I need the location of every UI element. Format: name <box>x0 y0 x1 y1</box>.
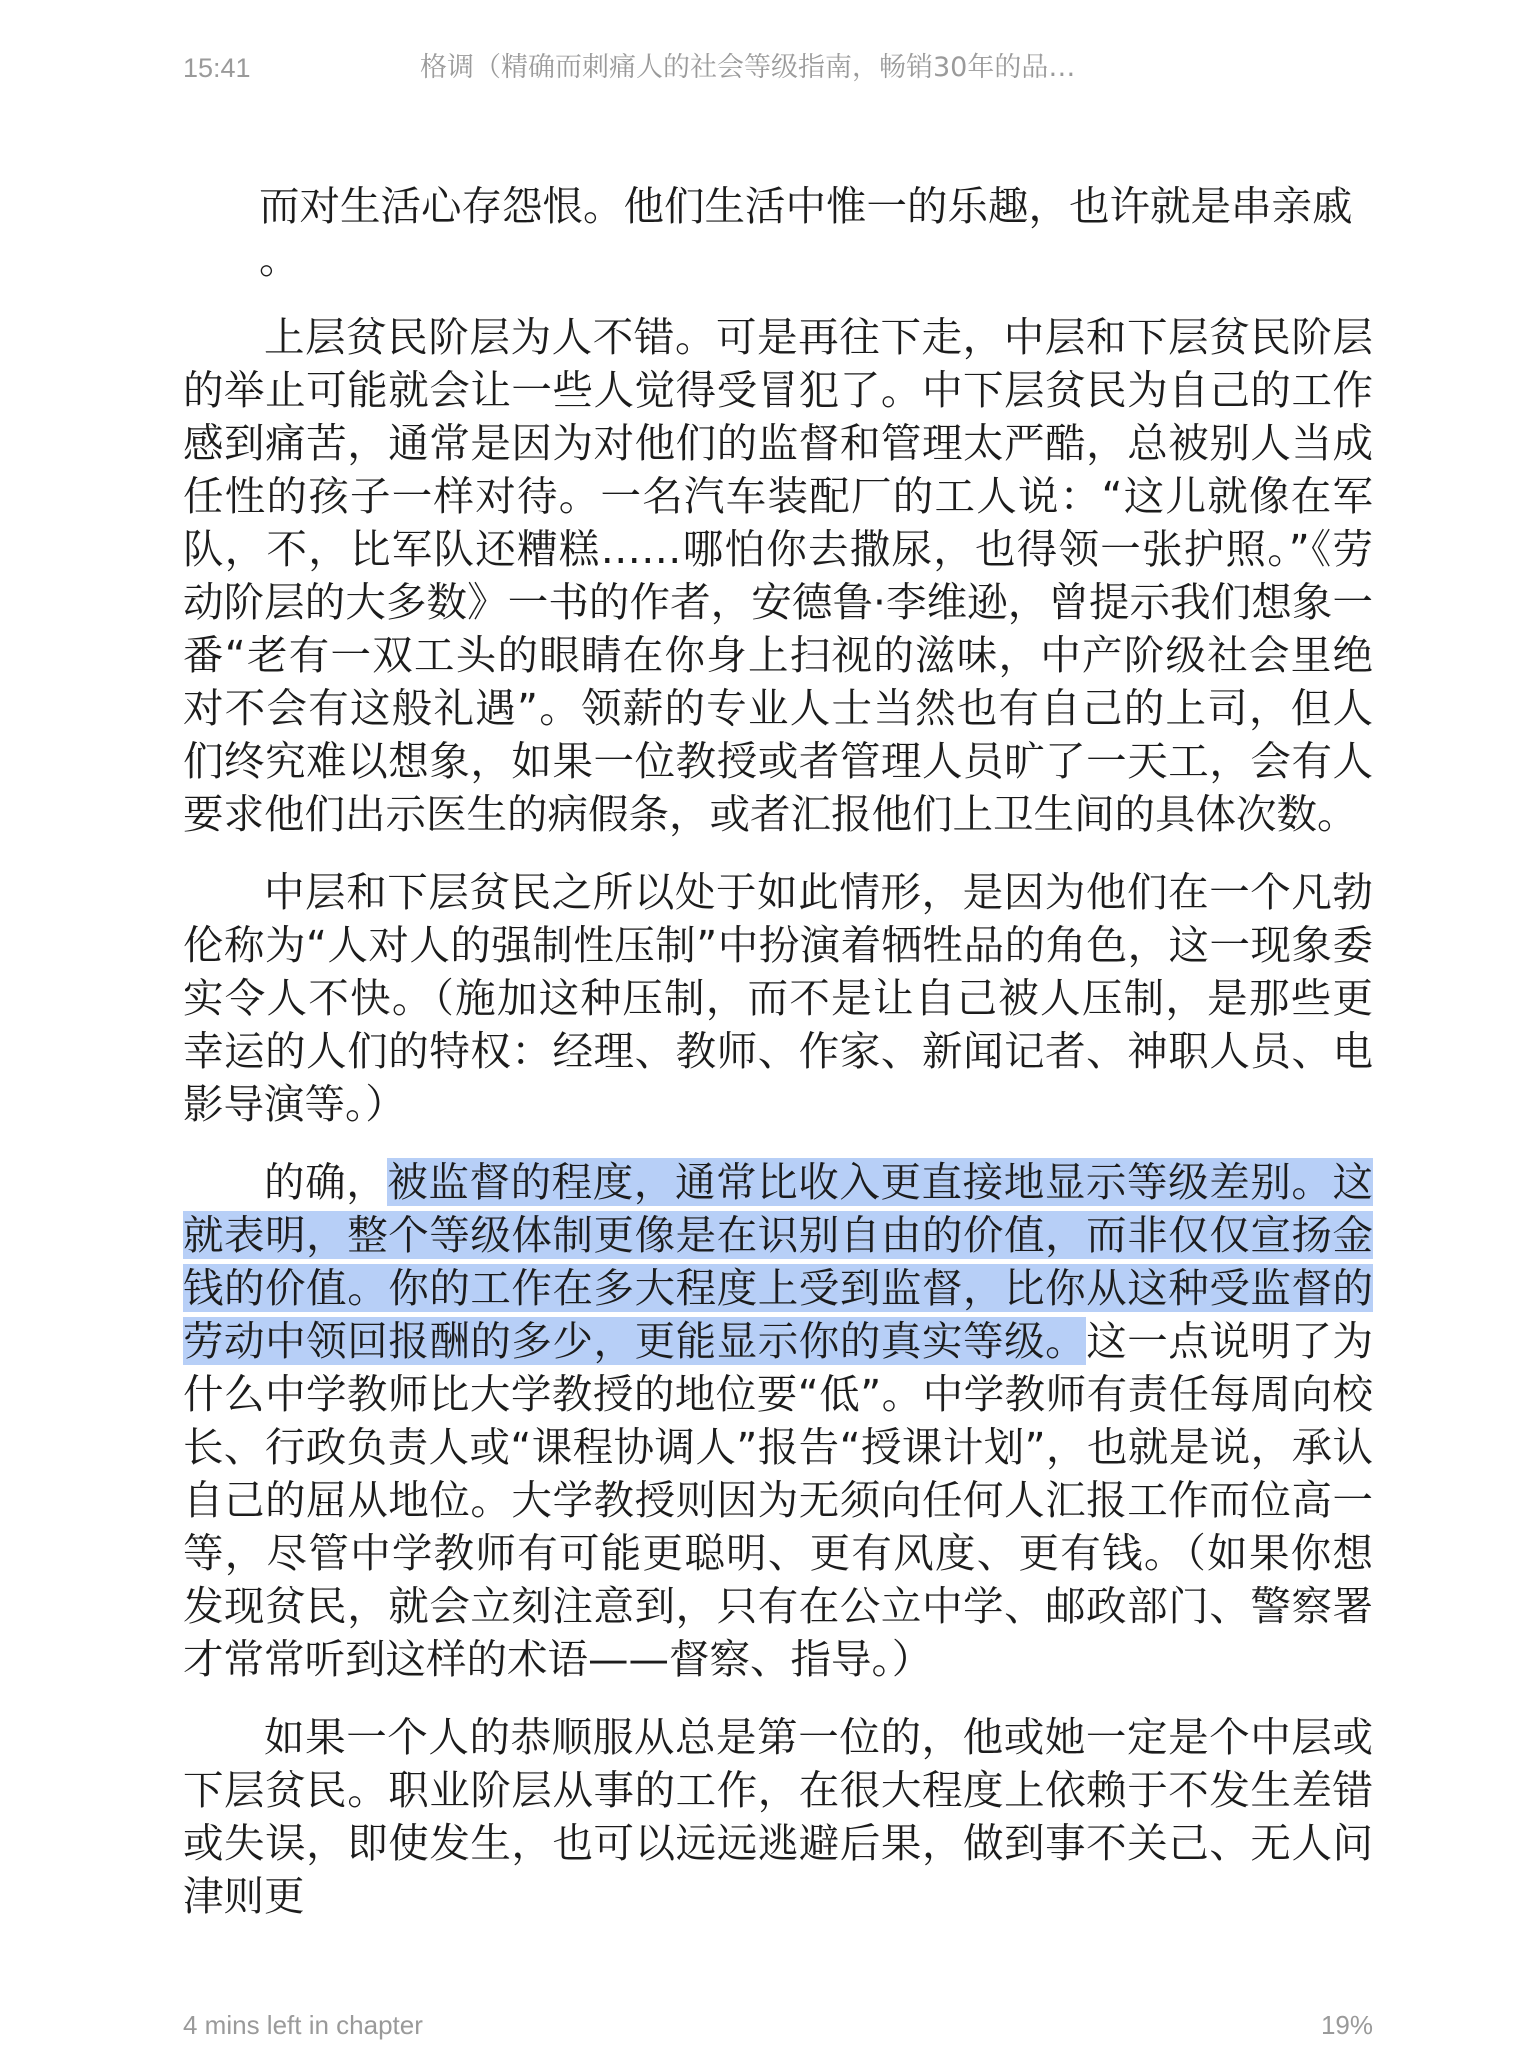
continuation-line-2: 。 <box>259 235 300 283</box>
page-text[interactable] <box>183 180 1373 1948</box>
text-highlight[interactable]: 被监督的程度，通常比收入更直接地显示等级差别。这就表明，整个等级体制更像是在识别自由的价值，而非仅仅宣扬金钱的价值。你的工作在多大程度上受到监督，比你从这种受监督的劳动中领回报酬的多少，更能显示你的真实等级。 <box>183 1158 1374 1365</box>
paragraph[interactable]: 如果一个人的恭顺服从总是第一位的，他或她一定是个中层或下层贫民。职业阶层从事的工作，在很大程度上依赖于不发生差错或失误，即使发生，也可以远远逃避后果，做到事不关己、无人问津则更 <box>183 1713 1373 1920</box>
status-time: 15:41 <box>183 53 251 83</box>
paragraph-with-highlight[interactable] <box>183 1156 1373 1686</box>
paragraph[interactable]: 上层贫民阶层为人不错。可是再往下走，中层和下层贫民阶层的举止可能就会让一些人觉得受冒犯了。中下层贫民为自己的工作感到痛苦，通常是因为对他们的监督和管理太严酷，总被别人当成任性的孩子一样对待。一名汽车装配厂的工人说：“这儿就像在军队，不，比军队还糟糕……哪怕你去撒尿，也得领一张护照。”《劳动阶层的大多数》一书的作者，安德鲁·李维逊，曾提示我们想象一番“老有一双工头的眼睛在你身上扫视的滋味，中产阶级社会里绝对不会有这般礼遇”。领薪的专业人士当然也有自己的上司，但人们终究难以想象，如果一位教授或者管理人员旷了一天工，会有人要求他们出示医生的病假条，或者汇报他们上卫生间的具体次数。 <box>183 313 1373 838</box>
paragraph-continuation[interactable] <box>183 180 1373 286</box>
paragraph[interactable]: 中层和下层贫民之所以处于如此情形，是因为他们在一个凡勃伦称为“人对人的强制性压制”中扮演着牺牲品的角色，这一现象委实令人不快。（施加这种压制，而不是让自己被人压制，是那些更幸运的人们的特权：经理、教师、作家、新闻记者、神职人员、电影导演等。） <box>183 868 1373 1128</box>
paragraph-text: 这一点说明了为什么中学教师比大学教授的地位要“低”。中学教师有责任每周向校长、行政负责人或“课程协调人”报告“授课计划”，也就是说，承认自己的屈从地位。大学教授则因为无须向任何人汇报工作而位高一等，尽管中学教师有可能更聪明、更有风度、更有钱。（如果你想发现贫民，就会立刻注意到，只有在公立中学、邮政部门、警察署才常常听到这样的术语——督察、指导。） <box>183 1317 1374 1683</box>
paragraph-text: 的确， <box>264 1158 388 1206</box>
book-title[interactable]: 格调（精确而刺痛人的社会等级指南，畅销30年的品… <box>420 52 1076 83</box>
reading-progress: 19% <box>1320 2010 1373 2040</box>
chapter-time-left: 4 mins left in chapter <box>183 2010 423 2040</box>
continuation-line-1: 而对生活心存怨恨。他们生活中惟一的乐趣，也许就是串亲戚 <box>259 182 1353 230</box>
status-bar <box>0 48 1536 88</box>
